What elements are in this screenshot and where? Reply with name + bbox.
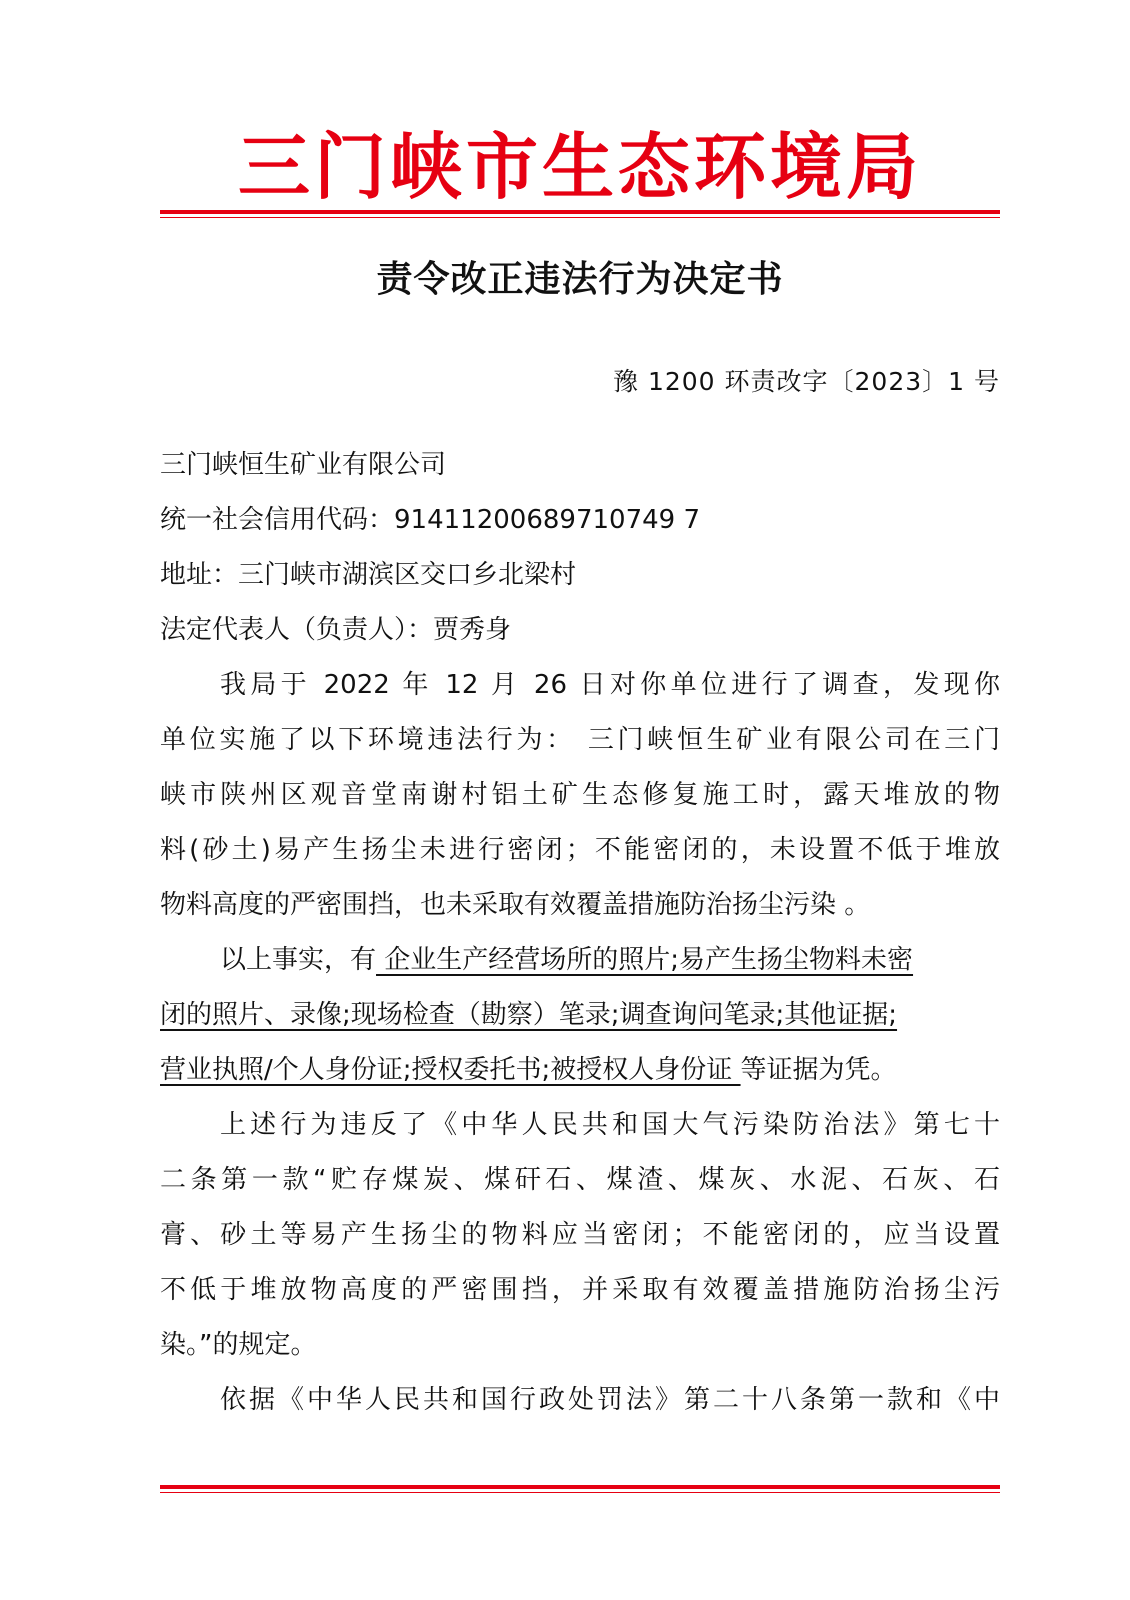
evidence-tail: 等证据为凭。 — [740, 1055, 897, 1085]
paragraph-line: 上述行为违反了《中华人民共和国大气污染防治法》第七十 — [220, 1110, 1000, 1140]
paragraph-line: 我局于 2022 年 12 月 26 日对你单位进行了调查，发现你 — [220, 670, 1000, 700]
paragraph-line: 料(砂土)易产生扬尘未进行密闭；不能密闭的，未设置不低于堆放 — [160, 835, 1000, 865]
paragraph-line — [160, 1043, 1000, 1098]
footer-divider — [160, 1485, 1000, 1493]
document-number: 豫 1200 环责改字〔2023〕1 号 — [613, 367, 1000, 396]
paragraph-evidence — [160, 933, 1000, 1098]
evidence-list: 闭的照片、录像;现场检查（勘察）笔录;调查询问笔录;其他证据; — [160, 1000, 898, 1030]
paragraph-line: 不低于堆放物高度的严密围挡，并采取有效覆盖措施防治扬尘污 — [160, 1275, 1000, 1305]
paragraph-basis — [160, 1373, 1000, 1428]
paragraph-line — [160, 988, 1000, 1043]
paragraph-line: 峡市陕州区观音堂南谢村铝土矿生态修复施工时，露天堆放的物 — [160, 780, 1000, 810]
paragraph-violation — [160, 1098, 1000, 1373]
company-name: 三门峡恒生矿业有限公司 — [160, 450, 447, 480]
evidence-list: 企业生产经营场所的照片;易产生扬尘物料未密 — [376, 945, 914, 975]
paragraph-line: 依据《中华人民共和国行政处罚法》第二十八条第一款和《中 — [220, 1385, 1000, 1415]
paragraph-line: 染。”的规定。 — [160, 1330, 317, 1360]
paragraph-line: 单位实施了以下环境违法行为： 三门峡恒生矿业有限公司在三门 — [160, 725, 1000, 755]
header-divider-thin — [160, 217, 1000, 218]
footer-divider-thin — [160, 1492, 1000, 1493]
paragraph-line — [160, 933, 1000, 988]
legal-representative: 法定代表人（负责人）：贾秀身 — [160, 615, 512, 645]
recipient-info — [160, 438, 1000, 658]
paragraph-line: 物料高度的严密围挡，也未采取有效覆盖措施防治扬尘污染 。 — [160, 890, 871, 920]
evidence-list: 营业执照/个人身份证;授权委托书;被授权人身份证 — [160, 1055, 741, 1085]
document-title: 责令改正违法行为决定书 — [376, 258, 784, 300]
credit-code: 统一社会信用代码：91411200689710749 7 — [160, 505, 701, 535]
paragraph-findings — [160, 658, 1000, 933]
header-divider — [160, 210, 1000, 218]
evidence-lead: 以上事实，有 — [220, 945, 377, 975]
agency-header: 三门峡市生态环境局 — [237, 124, 922, 209]
address: 地址：三门峡市湖滨区交口乡北梁村 — [160, 560, 577, 590]
paragraph-line: 膏、砂土等易产生扬尘的物料应当密闭；不能密闭的，应当设置 — [160, 1220, 1000, 1250]
paragraph-line: 二条第一款“贮存煤炭、煤矸石、煤渣、煤灰、水泥、石灰、石 — [160, 1165, 1000, 1195]
